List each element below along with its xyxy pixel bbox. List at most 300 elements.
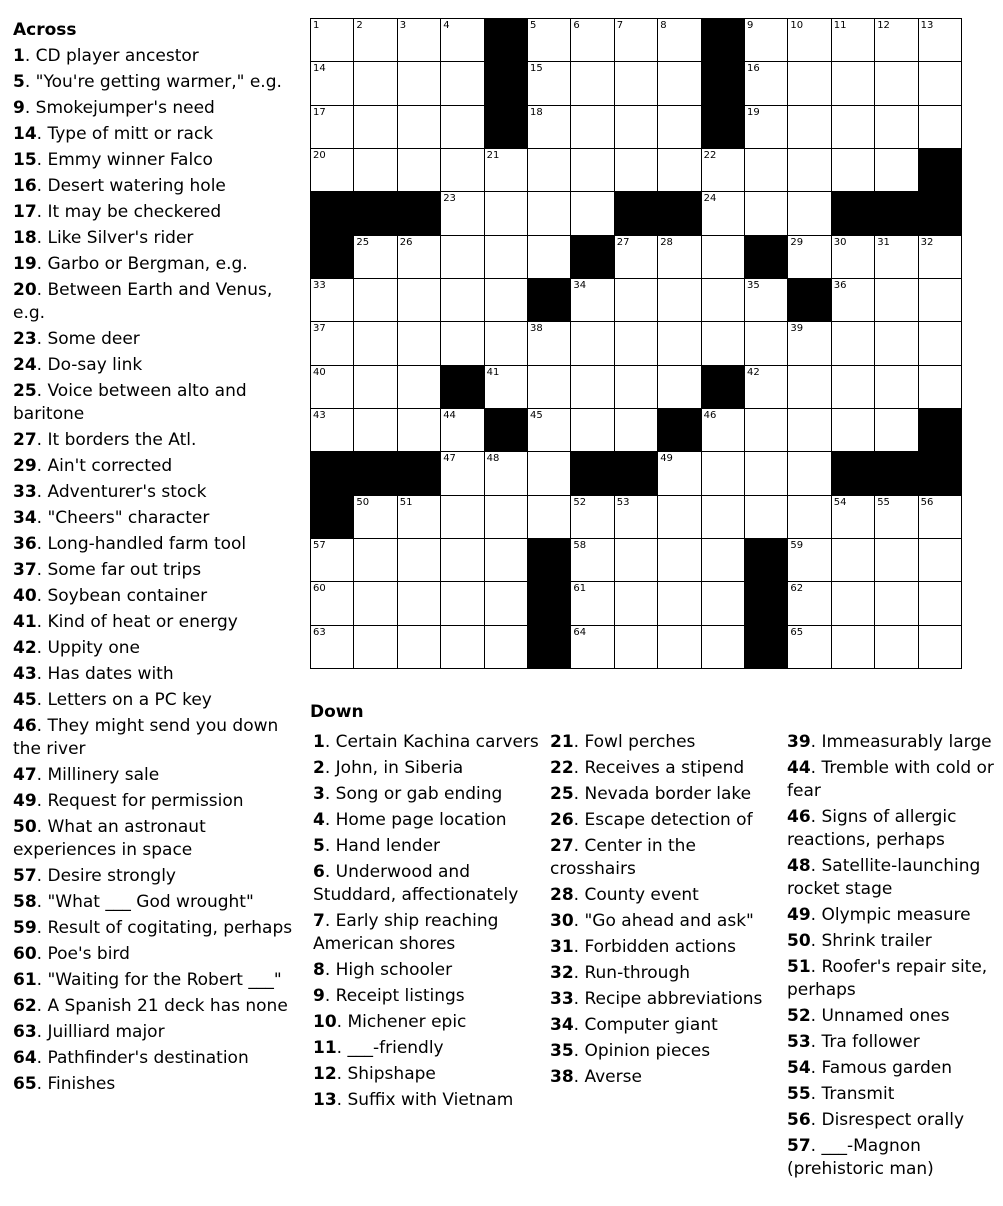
grid-cell[interactable] (919, 106, 962, 149)
cell-number: 56 (920, 496, 934, 508)
grid-cell[interactable] (875, 62, 918, 105)
grid-cell[interactable] (441, 409, 484, 452)
grid-cell[interactable] (311, 626, 354, 669)
cell-number: 38 (530, 323, 543, 335)
grid-cell[interactable] (832, 279, 875, 322)
clue-text: Home page location (330, 810, 507, 830)
grid-cell[interactable] (919, 19, 962, 62)
clue-down-32[interactable]: 32. Run-through (550, 963, 691, 983)
clue-down-5[interactable]: 5. Hand lender (313, 836, 441, 856)
grid-cell[interactable] (615, 322, 658, 365)
clue-down-27[interactable]: 27. Center in the crosshairs (550, 836, 696, 879)
grid-cell[interactable] (702, 236, 745, 279)
clue-across-65[interactable]: 65. Finishes (13, 1074, 116, 1094)
grid-cell[interactable] (441, 452, 484, 495)
grid-cell[interactable] (528, 366, 571, 409)
grid-cell[interactable] (398, 496, 441, 539)
grid-cell[interactable] (398, 626, 441, 669)
clue-across-16[interactable]: 16. Desert watering hole (13, 176, 226, 196)
grid-cell[interactable] (354, 626, 397, 669)
grid-cell[interactable] (615, 582, 658, 625)
clue-across-50[interactable]: 50. What an astronaut experiences in space (13, 817, 206, 860)
clue-down-11[interactable]: 11. ___-friendly (313, 1038, 444, 1058)
grid-cell[interactable] (354, 62, 397, 105)
grid-cell[interactable] (875, 409, 918, 452)
grid-cell[interactable] (485, 582, 528, 625)
grid-cell[interactable] (354, 366, 397, 409)
clue-down-8[interactable]: 8. High schooler (313, 960, 453, 980)
grid-cell[interactable] (658, 496, 701, 539)
grid-cell[interactable] (832, 149, 875, 192)
grid-cell[interactable] (788, 106, 831, 149)
grid-cell[interactable] (788, 322, 831, 365)
clue-down-22[interactable]: 22. Receives a stipend (550, 758, 745, 778)
grid-cell[interactable] (528, 19, 571, 62)
grid-cell[interactable] (832, 582, 875, 625)
grid-cell[interactable] (441, 236, 484, 279)
clue-down-38[interactable]: 38. Averse (550, 1067, 642, 1087)
grid-cell[interactable] (441, 322, 484, 365)
grid-cell[interactable] (311, 149, 354, 192)
grid-cell[interactable] (702, 452, 745, 495)
clue-text: Forbidden actions (579, 937, 736, 957)
grid-cell[interactable] (832, 496, 875, 539)
clue-text: Long-handled farm tool (42, 534, 247, 554)
clue-text: "Waiting for the Robert ___" (42, 970, 282, 990)
grid-cell[interactable] (311, 62, 354, 105)
grid-cell[interactable] (745, 279, 788, 322)
clue-down-39[interactable]: 39. Immeasurably large (787, 732, 992, 752)
clue-text: Underwood and Studdard, affectionately (313, 862, 519, 905)
grid-cell[interactable] (615, 62, 658, 105)
clue-down-25[interactable]: 25. Nevada border lake (550, 784, 752, 804)
clue-number: 27 (550, 836, 574, 856)
grid-cell[interactable] (745, 409, 788, 452)
grid-cell[interactable] (571, 149, 614, 192)
cell-number: 25 (356, 236, 370, 248)
grid-cell[interactable] (875, 539, 918, 582)
grid-cell[interactable] (615, 19, 658, 62)
grid-cell[interactable] (658, 19, 701, 62)
grid-cell[interactable] (485, 496, 528, 539)
clue-across-36[interactable]: 36. Long-handled farm tool (13, 534, 247, 554)
grid-cell[interactable] (485, 192, 528, 235)
grid-cell[interactable] (702, 279, 745, 322)
grid-cell[interactable] (398, 62, 441, 105)
clue-down-51[interactable]: 51. Roofer's repair site, perhaps (787, 957, 988, 1000)
grid-cell[interactable] (745, 19, 788, 62)
grid-cell[interactable] (528, 62, 571, 105)
clue-down-54[interactable]: 54. Famous garden (787, 1058, 953, 1078)
grid-cell[interactable] (398, 19, 441, 62)
clue-number: 30 (550, 911, 574, 931)
clue-down-35[interactable]: 35. Opinion pieces (550, 1041, 711, 1061)
clue-down-26[interactable]: 26. Escape detection of (550, 810, 753, 830)
grid-cell[interactable] (528, 106, 571, 149)
grid-cell[interactable] (702, 496, 745, 539)
down-clue-column-2 (550, 731, 776, 1092)
grid-cell[interactable] (485, 539, 528, 582)
grid-cell[interactable] (571, 192, 614, 235)
grid-cell[interactable] (919, 496, 962, 539)
clue-text: Hand lender (330, 836, 441, 856)
clue-across-25[interactable]: 25. Voice between alto and baritone (13, 381, 247, 424)
grid-cell[interactable] (354, 496, 397, 539)
grid-cell[interactable] (875, 279, 918, 322)
grid-cell[interactable] (832, 236, 875, 279)
clue-down-49[interactable]: 49. Olympic measure (787, 905, 971, 925)
clue-number: 58 (13, 892, 37, 912)
grid-cell[interactable] (832, 106, 875, 149)
clue-down-10[interactable]: 10. Michener epic (313, 1012, 467, 1032)
clue-across-27[interactable]: 27. It borders the Atl. (13, 430, 197, 450)
grid-cell[interactable] (702, 192, 745, 235)
clue-across-15[interactable]: 15. Emmy winner Falco (13, 150, 213, 170)
clue-across-58[interactable]: 58. "What ___ God wrought" (13, 892, 254, 912)
grid-cell[interactable] (441, 626, 484, 669)
clue-across-29[interactable]: 29. Ain't corrected (13, 456, 173, 476)
grid-cell[interactable] (398, 236, 441, 279)
grid-cell[interactable] (919, 62, 962, 105)
grid-cell[interactable] (311, 279, 354, 322)
grid-cell[interactable] (919, 279, 962, 322)
clue-across-5[interactable]: 5. "You're getting warmer," e.g. (13, 72, 282, 92)
grid-cell[interactable] (571, 409, 614, 452)
grid-block (832, 452, 875, 495)
grid-cell[interactable] (354, 409, 397, 452)
clue-across-60[interactable]: 60. Poe's bird (13, 944, 130, 964)
clue-down-9[interactable]: 9. Receipt listings (313, 986, 465, 1006)
grid-cell[interactable] (311, 409, 354, 452)
clue-number: 33 (550, 989, 574, 1009)
clue-across-57[interactable]: 57. Desire strongly (13, 866, 176, 886)
grid-cell[interactable] (832, 322, 875, 365)
grid-cell[interactable] (441, 149, 484, 192)
clue-down-44[interactable]: 44. Tremble with cold or fear (787, 758, 994, 801)
grid-cell[interactable] (919, 539, 962, 582)
grid-cell[interactable] (398, 366, 441, 409)
grid-cell[interactable] (875, 496, 918, 539)
cell-number: 39 (790, 323, 804, 335)
grid-cell[interactable] (615, 366, 658, 409)
cell-number: 18 (530, 106, 543, 118)
grid-block (311, 236, 354, 279)
grid-cell[interactable] (788, 539, 831, 582)
grid-cell[interactable] (615, 409, 658, 452)
cell-number: 34 (573, 279, 587, 291)
clue-across-19[interactable]: 19. Garbo or Bergman, e.g. (13, 254, 248, 274)
grid-cell[interactable] (832, 409, 875, 452)
grid-cell[interactable] (485, 279, 528, 322)
grid-cell[interactable] (398, 106, 441, 149)
cell-number: 20 (313, 149, 326, 161)
clue-down-33[interactable]: 33. Recipe abbreviations (550, 989, 763, 1009)
grid-cell[interactable] (571, 366, 614, 409)
grid-cell[interactable] (875, 149, 918, 192)
grid-cell[interactable] (658, 106, 701, 149)
grid-cell[interactable] (528, 192, 571, 235)
grid-cell[interactable] (658, 582, 701, 625)
clue-across-63[interactable]: 63. Juilliard major (13, 1022, 165, 1042)
grid-cell[interactable] (615, 149, 658, 192)
grid-cell[interactable] (919, 366, 962, 409)
grid-cell[interactable] (745, 192, 788, 235)
clue-down-50[interactable]: 50. Shrink trailer (787, 931, 932, 951)
grid-cell[interactable] (441, 19, 484, 62)
grid-cell[interactable] (354, 322, 397, 365)
grid-cell[interactable] (702, 539, 745, 582)
grid-cell[interactable] (702, 582, 745, 625)
grid-cell[interactable] (398, 409, 441, 452)
grid-cell[interactable] (658, 452, 701, 495)
grid-cell[interactable] (398, 582, 441, 625)
cell-number: 1 (313, 20, 320, 31)
grid-cell[interactable] (485, 626, 528, 669)
clue-down-3[interactable]: 3. Song or gab ending (313, 784, 503, 804)
clue-down-57[interactable]: 57. ___-Magnon (prehistoric man) (787, 1136, 934, 1179)
grid-cell[interactable] (615, 496, 658, 539)
grid-cell[interactable] (875, 106, 918, 149)
grid-cell[interactable] (788, 626, 831, 669)
grid-cell[interactable] (571, 279, 614, 322)
grid-cell[interactable] (311, 539, 354, 582)
grid-cell[interactable] (658, 279, 701, 322)
grid-cell[interactable] (875, 322, 918, 365)
grid-cell[interactable] (875, 236, 918, 279)
grid-cell[interactable] (788, 149, 831, 192)
grid-cell[interactable] (528, 236, 571, 279)
grid-cell[interactable] (571, 62, 614, 105)
grid-cell[interactable] (788, 452, 831, 495)
clue-across-41[interactable]: 41. Kind of heat or energy (13, 612, 238, 632)
clue-down-34[interactable]: 34. Computer giant (550, 1015, 718, 1035)
grid-cell[interactable] (745, 149, 788, 192)
grid-cell[interactable] (485, 452, 528, 495)
grid-cell[interactable] (398, 279, 441, 322)
grid-cell[interactable] (745, 366, 788, 409)
grid-cell[interactable] (354, 236, 397, 279)
clue-text: Run-through (579, 963, 691, 983)
clue-down-31[interactable]: 31. Forbidden actions (550, 937, 736, 957)
grid-cell[interactable] (832, 62, 875, 105)
grid-cell[interactable] (441, 279, 484, 322)
grid-cell[interactable] (615, 539, 658, 582)
grid-cell[interactable] (311, 366, 354, 409)
clue-text: Olympic measure (816, 905, 971, 925)
grid-cell[interactable] (615, 236, 658, 279)
grid-cell[interactable] (311, 322, 354, 365)
grid-cell[interactable] (528, 452, 571, 495)
clue-across-59[interactable]: 59. Result of cogitating, perhaps (13, 918, 293, 938)
grid-cell[interactable] (788, 366, 831, 409)
grid-cell[interactable] (615, 626, 658, 669)
grid-cell[interactable] (745, 322, 788, 365)
grid-cell[interactable] (875, 19, 918, 62)
grid-cell[interactable] (919, 322, 962, 365)
clue-down-48[interactable]: 48. Satellite-launching rocket stage (787, 856, 981, 899)
grid-cell[interactable] (658, 539, 701, 582)
grid-cell[interactable] (745, 496, 788, 539)
clue-down-1[interactable]: 1. Certain Kachina carvers (313, 732, 539, 752)
grid-cell[interactable] (788, 19, 831, 62)
grid-cell[interactable] (658, 149, 701, 192)
clue-across-45[interactable]: 45. Letters on a PC key (13, 690, 212, 710)
clue-text: Averse (579, 1067, 642, 1087)
clue-across-46[interactable]: 46. They might send you down the river (13, 716, 279, 759)
grid-cell[interactable] (398, 539, 441, 582)
clue-text: Receives a stipend (579, 758, 745, 778)
grid-cell[interactable] (441, 106, 484, 149)
cell-number: 62 (790, 583, 804, 595)
clue-across-42[interactable]: 42. Uppity one (13, 638, 140, 658)
grid-cell[interactable] (311, 19, 354, 62)
grid-cell[interactable] (788, 496, 831, 539)
grid-cell[interactable] (702, 149, 745, 192)
grid-cell[interactable] (658, 236, 701, 279)
clue-across-23[interactable]: 23. Some deer (13, 329, 140, 349)
clue-text: They might send you down the river (13, 716, 279, 759)
grid-cell[interactable] (571, 582, 614, 625)
grid-cell[interactable] (658, 366, 701, 409)
grid-cell[interactable] (832, 539, 875, 582)
clue-down-7[interactable]: 7. Early ship reaching American shores (313, 911, 499, 954)
clue-down-46[interactable]: 46. Signs of allergic reactions, perhaps (787, 807, 957, 850)
grid-cell[interactable] (832, 626, 875, 669)
grid-cell[interactable] (788, 582, 831, 625)
clue-down-30[interactable]: 30. "Go ahead and ask" (550, 911, 754, 931)
clue-text: Unnamed ones (816, 1006, 950, 1026)
grid-cell[interactable] (919, 626, 962, 669)
grid-cell[interactable] (311, 582, 354, 625)
clue-text: It may be checkered (42, 202, 222, 222)
grid-cell[interactable] (745, 106, 788, 149)
clue-down-2[interactable]: 2. John, in Siberia (313, 758, 464, 778)
grid-cell[interactable] (354, 279, 397, 322)
clue-down-55[interactable]: 55. Transmit (787, 1084, 895, 1104)
grid-cell[interactable] (485, 149, 528, 192)
clue-across-37[interactable]: 37. Some far out trips (13, 560, 202, 580)
grid-cell[interactable] (441, 496, 484, 539)
grid-cell[interactable] (441, 582, 484, 625)
cell-number: 55 (877, 496, 890, 508)
grid-cell[interactable] (875, 582, 918, 625)
grid-cell[interactable] (354, 19, 397, 62)
grid-cell[interactable] (658, 322, 701, 365)
grid-cell[interactable] (745, 452, 788, 495)
grid-cell[interactable] (485, 236, 528, 279)
grid-cell[interactable] (354, 539, 397, 582)
clue-across-61[interactable]: 61. "Waiting for the Robert ___" (13, 970, 282, 990)
grid-cell[interactable] (354, 582, 397, 625)
grid-cell[interactable] (875, 366, 918, 409)
clue-across-18[interactable]: 18. Like Silver's rider (13, 228, 194, 248)
grid-cell[interactable] (571, 539, 614, 582)
clue-across-49[interactable]: 49. Request for permission (13, 791, 244, 811)
grid-cell[interactable] (354, 106, 397, 149)
clue-down-56[interactable]: 56. Disrespect orally (787, 1110, 965, 1130)
grid-cell[interactable] (354, 149, 397, 192)
cell-number: 46 (703, 409, 717, 421)
clue-across-9[interactable]: 9. Smokejumper's need (13, 98, 215, 118)
clue-across-43[interactable]: 43. Has dates with (13, 664, 174, 684)
grid-cell[interactable] (528, 496, 571, 539)
clue-text: Poe's bird (42, 944, 130, 964)
grid-cell[interactable] (702, 626, 745, 669)
clue-number: 51 (787, 957, 811, 977)
clue-down-53[interactable]: 53. Tra follower (787, 1032, 920, 1052)
clue-across-17[interactable]: 17. It may be checkered (13, 202, 222, 222)
clue-across-1[interactable]: 1. CD player ancestor (13, 46, 199, 66)
grid-cell[interactable] (875, 626, 918, 669)
grid-block (485, 409, 528, 452)
grid-cell[interactable] (788, 409, 831, 452)
clue-across-20[interactable]: 20. Between Earth and Venus, e.g. (13, 280, 273, 323)
grid-cell[interactable] (398, 149, 441, 192)
clue-down-6[interactable]: 6. Underwood and Studdard, affectionately (313, 862, 519, 905)
grid-cell[interactable] (702, 409, 745, 452)
grid-cell[interactable] (441, 539, 484, 582)
clue-across-14[interactable]: 14. Type of mitt or rack (13, 124, 214, 144)
clue-down-12[interactable]: 12. Shipshape (313, 1064, 436, 1084)
grid-cell[interactable] (658, 626, 701, 669)
grid-cell[interactable] (615, 279, 658, 322)
clue-across-33[interactable]: 33. Adventurer's stock (13, 482, 207, 502)
clue-down-13[interactable]: 13. Suffix with Vietnam (313, 1090, 514, 1110)
grid-cell[interactable] (528, 409, 571, 452)
grid-cell[interactable] (485, 322, 528, 365)
grid-cell[interactable] (311, 106, 354, 149)
clue-number: 10 (313, 1012, 337, 1032)
cell-number: 58 (573, 539, 587, 551)
clue-number: 5 (13, 72, 25, 92)
clue-across-24[interactable]: 24. Do-say link (13, 355, 143, 375)
clue-down-52[interactable]: 52. Unnamed ones (787, 1006, 950, 1026)
grid-cell[interactable] (788, 192, 831, 235)
clue-across-47[interactable]: 47. Millinery sale (13, 765, 160, 785)
clue-down-4[interactable]: 4. Home page location (313, 810, 507, 830)
grid-cell[interactable] (571, 106, 614, 149)
clue-across-62[interactable]: 62. A Spanish 21 deck has none (13, 996, 288, 1016)
grid-cell[interactable] (658, 62, 701, 105)
clue-number: 1 (13, 46, 25, 66)
grid-cell[interactable] (919, 236, 962, 279)
clue-across-34[interactable]: 34. "Cheers" character (13, 508, 210, 528)
grid-cell[interactable] (441, 192, 484, 235)
grid-cell[interactable] (788, 236, 831, 279)
grid-cell[interactable] (615, 106, 658, 149)
clue-across-40[interactable]: 40. Soybean container (13, 586, 208, 606)
grid-cell[interactable] (528, 149, 571, 192)
grid-cell[interactable] (441, 62, 484, 105)
grid-cell[interactable] (571, 19, 614, 62)
grid-cell[interactable] (528, 322, 571, 365)
grid-cell[interactable] (571, 626, 614, 669)
grid-cell[interactable] (571, 496, 614, 539)
grid-cell[interactable] (571, 322, 614, 365)
clue-down-21[interactable]: 21. Fowl perches (550, 732, 696, 752)
grid-cell[interactable] (702, 322, 745, 365)
grid-cell[interactable] (485, 366, 528, 409)
clue-down-28[interactable]: 28. County event (550, 885, 699, 905)
grid-cell[interactable] (832, 19, 875, 62)
grid-cell[interactable] (745, 62, 788, 105)
grid-cell[interactable] (788, 62, 831, 105)
grid-cell[interactable] (832, 366, 875, 409)
grid-cell[interactable] (919, 582, 962, 625)
clue-across-64[interactable]: 64. Pathfinder's destination (13, 1048, 249, 1068)
cell-number: 65 (790, 626, 804, 638)
grid-cell[interactable] (398, 322, 441, 365)
